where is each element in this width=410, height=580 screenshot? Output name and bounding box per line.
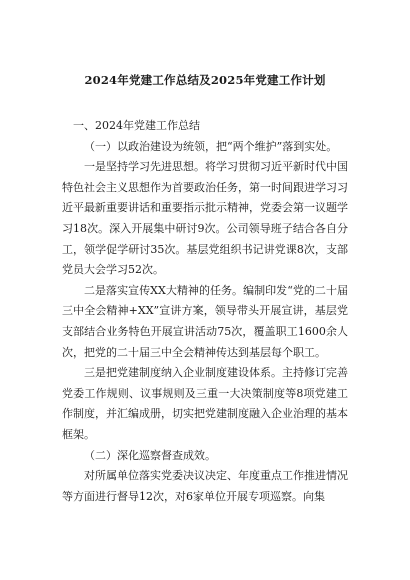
paragraph-inspection: 对所属单位落实党委决议决定、年度重点工作推进情况等方面进行督导12次，对6家单位开展专项巡察。向集 bbox=[62, 469, 348, 503]
document-title: 2024年党建工作总结及2025年党建工作计划 bbox=[84, 73, 326, 87]
subsection-heading-2: （二）深化巡察督查成效。 bbox=[84, 448, 216, 462]
paragraph-publicity: 二是落实宣传XX大精神的任务。编制印发“党的二十届三中全会精神+XX”宣讲方案，领导带头开展宣讲，基层党支部结合业务特色开展宣讲活动75次，覆盖职工1600余人次，把党的二十届三中全会精神传达到基层每个职工。 bbox=[62, 283, 348, 359]
section-heading-1: 一、2024年党建工作总结 bbox=[73, 119, 200, 132]
subsection-heading-1: （一）以政治建设为统领，把“两个维护”落到实处。 bbox=[84, 139, 338, 153]
paragraph-system: 三是把党建制度纳入企业制度建设体系。主持修订完善党委工作规则、议事规则及三重一大决策制度等8项党建工作制度，并汇编成册，切实把党建制度融入企业治理的基本框架。 bbox=[62, 366, 348, 441]
document-body bbox=[62, 116, 348, 507]
paragraph-study: 一是坚持学习先进思想。将学习贯彻习近平新时代中国特色社会主义思想作为首要政治任务，第一时间跟进学习习近平最新重要讲话和重要指示批示精神，党委会第一议题学习18次。深入开展集中研讨9次。公司领导班子结合各自分工，领学促学研讨35次。基层党组织书记讲党课8次，支部党员大会学习52次。 bbox=[62, 160, 348, 277]
